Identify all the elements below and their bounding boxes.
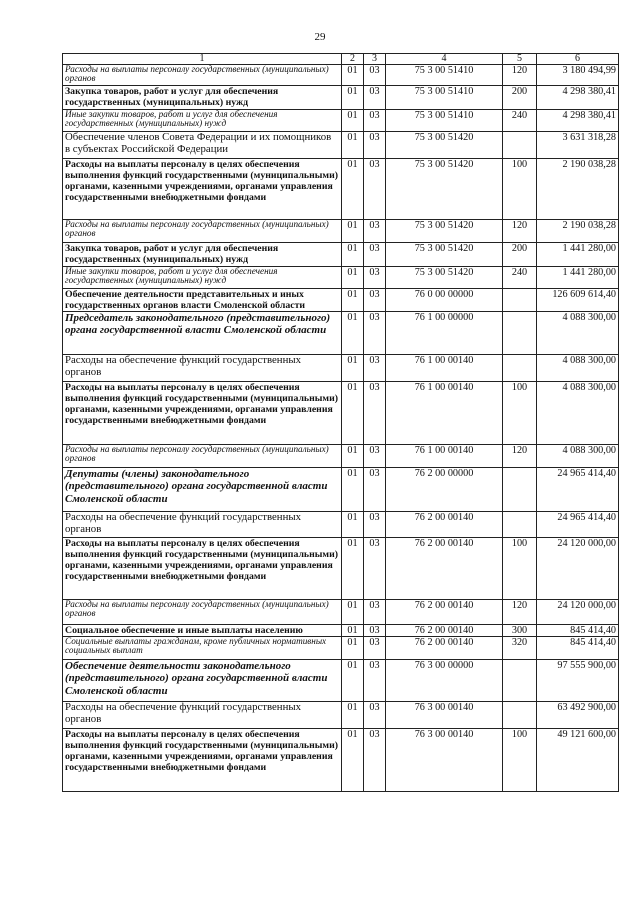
row-name-cell: Расходы на выплаты персоналу государственных (муниципальных) органов: [63, 220, 342, 243]
row-section-cell: 01: [342, 468, 364, 512]
table-row: [63, 729, 619, 792]
row-subsection-cell: 03: [364, 86, 386, 110]
table-row: [63, 243, 619, 267]
row-name-cell: Расходы на обеспечение функций государственных органов: [63, 702, 342, 729]
header-cell: 3: [364, 54, 386, 65]
row-amount-cell: 1 441 280,00: [537, 267, 619, 289]
row-amount-cell: 24 965 414,40: [537, 468, 619, 512]
table-header-row: [63, 54, 619, 65]
table-row: [63, 625, 619, 637]
row-target-code-cell: 75 3 00 51410: [386, 110, 503, 132]
row-target-code-cell: 76 2 00 00140: [386, 600, 503, 625]
table-row: [63, 65, 619, 86]
header-cell: 4: [386, 54, 503, 65]
row-expense-type-cell: [503, 355, 537, 382]
row-name-cell: Социальное обеспечение и иные выплаты населению: [63, 625, 342, 637]
row-target-code-cell: 76 1 00 00140: [386, 382, 503, 445]
row-expense-type-cell: 100: [503, 382, 537, 445]
row-name-cell: Иные закупки товаров, работ и услуг для обеспечения государственных (муниципальных) нужд: [63, 267, 342, 289]
row-expense-type-cell: 120: [503, 220, 537, 243]
header-cell: 6: [537, 54, 619, 65]
row-amount-cell: 845 414,40: [537, 625, 619, 637]
row-section-cell: 01: [342, 445, 364, 468]
row-expense-type-cell: 200: [503, 86, 537, 110]
row-target-code-cell: 76 2 00 00140: [386, 538, 503, 600]
row-subsection-cell: 03: [364, 702, 386, 729]
row-expense-type-cell: [503, 660, 537, 702]
row-subsection-cell: 03: [364, 729, 386, 792]
table-row: [63, 132, 619, 159]
row-target-code-cell: 75 3 00 51420: [386, 159, 503, 220]
row-target-code-cell: 76 3 00 00000: [386, 660, 503, 702]
row-target-code-cell: 76 3 00 00140: [386, 702, 503, 729]
budget-table: [62, 53, 619, 792]
row-amount-cell: 3 180 494,99: [537, 65, 619, 86]
row-target-code-cell: 76 1 00 00140: [386, 355, 503, 382]
table-row: [63, 220, 619, 243]
row-amount-cell: 4 088 300,00: [537, 355, 619, 382]
row-expense-type-cell: 100: [503, 538, 537, 600]
row-subsection-cell: 03: [364, 600, 386, 625]
table-row: [63, 445, 619, 468]
row-section-cell: 01: [342, 159, 364, 220]
table-row: [63, 702, 619, 729]
row-name-cell: Иные закупки товаров, работ и услуг для обеспечения государственных (муниципальных) нужд: [63, 110, 342, 132]
row-target-code-cell: 75 3 00 51420: [386, 220, 503, 243]
row-subsection-cell: 03: [364, 382, 386, 445]
row-amount-cell: 24 120 000,00: [537, 600, 619, 625]
table-row: [63, 86, 619, 110]
row-section-cell: 01: [342, 289, 364, 312]
row-name-cell: Расходы на выплаты персоналу в целях обеспечения выполнения функций государственными (муниципальными) органами, казенными учреждениями, органами управления государственными внебюджетными фондами: [63, 382, 342, 445]
header-cell: 2: [342, 54, 364, 65]
row-subsection-cell: 03: [364, 132, 386, 159]
row-expense-type-cell: [503, 289, 537, 312]
row-name-cell: Расходы на выплаты персоналу государственных (муниципальных) органов: [63, 65, 342, 86]
table-row: [63, 355, 619, 382]
row-name-cell: Расходы на выплаты персоналу государственных (муниципальных) органов: [63, 600, 342, 625]
row-target-code-cell: 75 3 00 51420: [386, 267, 503, 289]
row-amount-cell: 97 555 900,00: [537, 660, 619, 702]
row-section-cell: 01: [342, 660, 364, 702]
row-subsection-cell: 03: [364, 312, 386, 355]
table-row: [63, 312, 619, 355]
table-row: [63, 289, 619, 312]
row-subsection-cell: 03: [364, 512, 386, 538]
row-expense-type-cell: [503, 468, 537, 512]
row-subsection-cell: 03: [364, 468, 386, 512]
row-section-cell: 01: [342, 86, 364, 110]
row-subsection-cell: 03: [364, 289, 386, 312]
row-subsection-cell: 03: [364, 355, 386, 382]
header-cell: 1: [63, 54, 342, 65]
row-subsection-cell: 03: [364, 243, 386, 267]
row-expense-type-cell: 100: [503, 729, 537, 792]
row-section-cell: 01: [342, 65, 364, 86]
row-expense-type-cell: 240: [503, 267, 537, 289]
row-expense-type-cell: 120: [503, 445, 537, 468]
table-row: [63, 468, 619, 512]
row-subsection-cell: 03: [364, 660, 386, 702]
row-subsection-cell: 03: [364, 538, 386, 600]
row-amount-cell: 24 120 000,00: [537, 538, 619, 600]
row-subsection-cell: 03: [364, 625, 386, 637]
table-row: [63, 600, 619, 625]
row-name-cell: Расходы на выплаты персоналу в целях обеспечения выполнения функций государственными (муниципальными) органами, казенными учреждениями, органами управления государственными внебюджетными фондами: [63, 729, 342, 792]
table-row: [63, 538, 619, 600]
row-amount-cell: 49 121 600,00: [537, 729, 619, 792]
row-expense-type-cell: 120: [503, 600, 537, 625]
row-name-cell: Председатель законодательного (представительного) органа государственной власти Смоленской области: [63, 312, 342, 355]
row-subsection-cell: 03: [364, 220, 386, 243]
row-section-cell: 01: [342, 110, 364, 132]
row-section-cell: 01: [342, 267, 364, 289]
row-section-cell: 01: [342, 382, 364, 445]
table-row: [63, 660, 619, 702]
row-subsection-cell: 03: [364, 267, 386, 289]
row-name-cell: Закупка товаров, работ и услуг для обеспечения государственных (муниципальных) нужд: [63, 243, 342, 267]
row-expense-type-cell: [503, 512, 537, 538]
row-target-code-cell: 76 1 00 00000: [386, 312, 503, 355]
table-row: [63, 637, 619, 660]
row-name-cell: Расходы на выплаты персоналу в целях обеспечения выполнения функций государственными (муниципальными) органами, казенными учреждениями, органами управления государственными внебюджетными фондами: [63, 159, 342, 220]
row-expense-type-cell: 300: [503, 625, 537, 637]
row-target-code-cell: 76 0 00 00000: [386, 289, 503, 312]
row-subsection-cell: 03: [364, 159, 386, 220]
row-target-code-cell: 75 3 00 51420: [386, 243, 503, 267]
row-amount-cell: 24 965 414,40: [537, 512, 619, 538]
row-expense-type-cell: [503, 702, 537, 729]
row-section-cell: 01: [342, 702, 364, 729]
row-name-cell: Социальные выплаты гражданам, кроме публичных нормативных социальных выплат: [63, 637, 342, 660]
row-target-code-cell: 76 1 00 00140: [386, 445, 503, 468]
row-target-code-cell: 76 2 00 00140: [386, 512, 503, 538]
row-section-cell: 01: [342, 355, 364, 382]
table-row: [63, 512, 619, 538]
row-subsection-cell: 03: [364, 637, 386, 660]
table-row: [63, 267, 619, 289]
row-section-cell: 01: [342, 512, 364, 538]
row-section-cell: 01: [342, 729, 364, 792]
row-name-cell: Расходы на обеспечение функций государственных органов: [63, 512, 342, 538]
row-amount-cell: 3 631 318,28: [537, 132, 619, 159]
row-name-cell: Обеспечение деятельности законодательного (представительного) органа государственной власти Смоленской области: [63, 660, 342, 702]
table-row: [63, 110, 619, 132]
row-target-code-cell: 76 2 00 00140: [386, 625, 503, 637]
row-name-cell: Расходы на выплаты персоналу в целях обеспечения выполнения функций государственными (муниципальными) органами, казенными учреждениями, органами управления государственными внебюджетными фондами: [63, 538, 342, 600]
row-amount-cell: 4 088 3̀00,00: [537, 445, 619, 468]
row-amount-cell: 4 298 380,41: [537, 110, 619, 132]
row-target-code-cell: 75 3 00 51410: [386, 86, 503, 110]
row-name-cell: Закупка товаров, работ и услуг для обеспечения государственных (муниципальных) нужд: [63, 86, 342, 110]
row-target-code-cell: 76 3 00 00140: [386, 729, 503, 792]
row-name-cell: Обеспечение членов Совета Федерации и их помощников в субъектах Российской Федерации: [63, 132, 342, 159]
row-section-cell: 01: [342, 220, 364, 243]
row-section-cell: 01: [342, 600, 364, 625]
row-target-code-cell: 75 3 00 51420: [386, 132, 503, 159]
row-expense-type-cell: [503, 132, 537, 159]
row-amount-cell: 845 414,40: [537, 637, 619, 660]
row-target-code-cell: 75 3 00 51410: [386, 65, 503, 86]
row-target-code-cell: 76 2 00 00140: [386, 637, 503, 660]
row-amount-cell: 126 609 614,40: [537, 289, 619, 312]
row-expense-type-cell: 240: [503, 110, 537, 132]
row-name-cell: Расходы на обеспечение функций государственных органов: [63, 355, 342, 382]
row-expense-type-cell: 200: [503, 243, 537, 267]
header-cell: 5: [503, 54, 537, 65]
row-expense-type-cell: [503, 312, 537, 355]
row-subsection-cell: 03: [364, 110, 386, 132]
table-row: [63, 382, 619, 445]
row-amount-cell: 4 088 300,00: [537, 312, 619, 355]
row-subsection-cell: 03: [364, 65, 386, 86]
row-section-cell: 01: [342, 132, 364, 159]
row-amount-cell: 2 190 038,28: [537, 220, 619, 243]
row-amount-cell: 63 492 900,00: [537, 702, 619, 729]
row-expense-type-cell: 100: [503, 159, 537, 220]
row-expense-type-cell: 320: [503, 637, 537, 660]
row-amount-cell: 1 441 280,00: [537, 243, 619, 267]
page-number: 29: [314, 31, 326, 43]
row-name-cell: Обеспечение деятельности представительных и иных государственных органов власти Смоленской области: [63, 289, 342, 312]
row-section-cell: 01: [342, 637, 364, 660]
row-expense-type-cell: 120: [503, 65, 537, 86]
row-section-cell: 01: [342, 243, 364, 267]
row-name-cell: Расходы на выплаты персоналу государственных (муниципальных) органов: [63, 445, 342, 468]
row-amount-cell: 4 298 380,41: [537, 86, 619, 110]
row-target-code-cell: 76 2 00 00000: [386, 468, 503, 512]
row-section-cell: 01: [342, 538, 364, 600]
row-amount-cell: 2 190 038,28: [537, 159, 619, 220]
table-row: [63, 159, 619, 220]
row-section-cell: 01: [342, 312, 364, 355]
row-amount-cell: 4 088 300,00: [537, 382, 619, 445]
row-name-cell: Депутаты (члены) законодательного (представительного) органа государственной власти Смоленской области: [63, 468, 342, 512]
row-section-cell: 01: [342, 625, 364, 637]
row-subsection-cell: 03: [364, 445, 386, 468]
